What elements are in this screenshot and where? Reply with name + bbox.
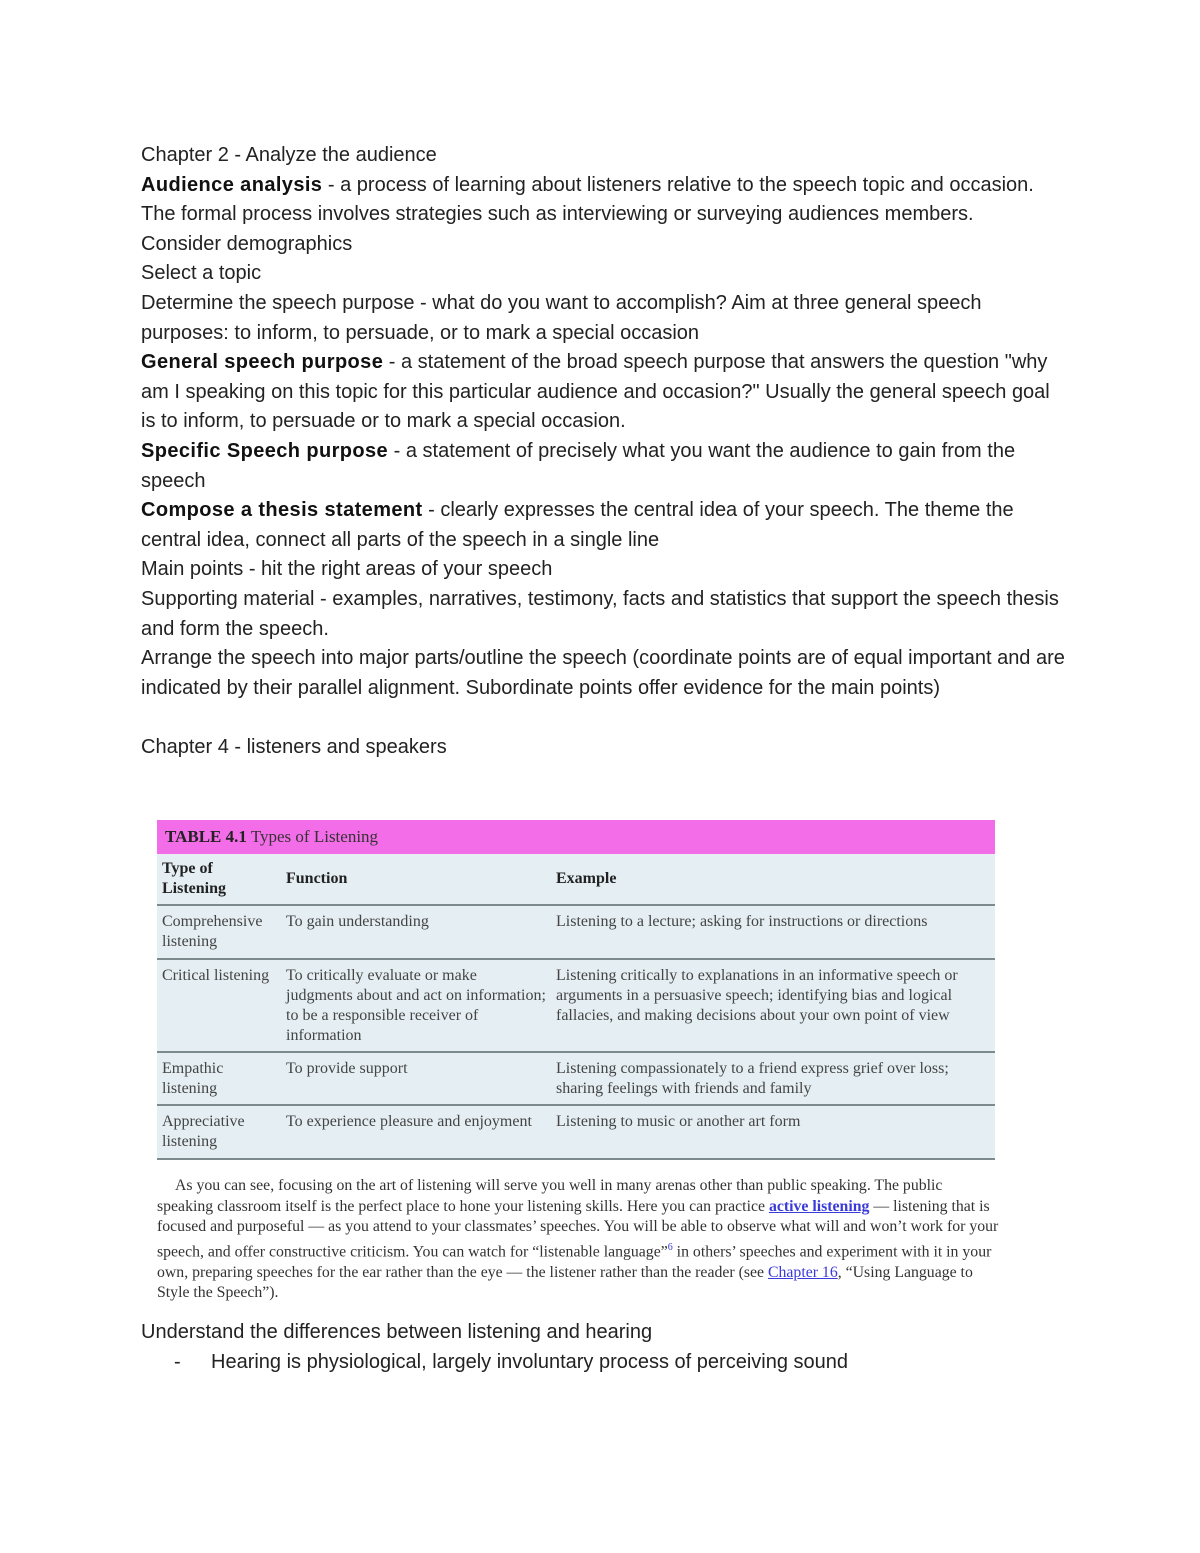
audience-analysis-definition: - a process of learning about listeners relative to the speech topic and occasion. The formal process involves strategies such as interviewing or surveying audiences members. [141,173,1034,226]
list-item [141,1348,1066,1378]
table-row [157,959,995,1052]
chapter-16-link[interactable]: Chapter 16 [767,1263,838,1281]
cell-function: To critically evaluate or make judgments about and act on information; to be a responsible receiver of information [281,959,551,1052]
general-purpose-definition: - a statement of the broad speech purpose that answers the question "why am I speaking on this topic for this particular audience and occasion?" Usually the general speech goal is to inform, to persuade or to mark a special occasion. [141,351,1050,433]
table-row [157,1052,995,1105]
cell-type: Empathic listening [157,1052,281,1105]
excerpt-paragraph [157,1176,999,1304]
cell-function: To provide support [281,1052,551,1105]
specific-purpose-entry [141,437,1066,496]
cell-example: Listening compassionately to a friend express grief over loss; sharing feelings with friends and family [551,1052,995,1105]
chapter-2-notes [141,141,1066,762]
table-header-row [157,854,995,905]
excerpt-text: , “Using Language to Style the Speech”). [157,1263,973,1302]
blank-line [141,703,1066,733]
excerpt-text: — listening that is focused and purposeful — as you attend to your classmates’ speeches. You will be able to observe what will and won’t work for your speech, and offer constructive criticism. You can watch for “listenable language” [157,1197,999,1261]
cell-type: Appreciative listening [157,1105,281,1159]
cell-example: Listening critically to explanations in an informative speech or arguments in a persuasive speech; identifying bias and logical fallacies, and making decisions about your own point of view [551,959,995,1052]
excerpt-text: As you can see, focusing on the art of listening will serve you well in many arenas other than public speaking. The public speaking classroom itself is the perfect place to hone your listening skills. Here you can practice [157,1177,943,1215]
active-listening-link[interactable]: active listening [768,1197,870,1215]
general-purpose-term: General speech purpose [141,351,384,374]
specific-purpose-term: Specific Speech purpose [141,439,389,462]
excerpt-text: in others’ speeches and experiment with it in your own, preparing speeches for the ear rather than the eye — the listener rather than the reader (see [157,1243,992,1281]
cell-example: Listening to music or another art form [551,1105,995,1159]
specific-purpose-definition: - a statement of precisely what you want the audience to gain from the speech [141,439,1016,492]
cell-type: Critical listening [157,959,281,1052]
thesis-entry [141,496,1066,555]
main-points-line: Main points - hit the right areas of your speech [141,558,553,581]
header-type: Type of Listening [157,854,281,905]
table-row [157,905,995,959]
supporting-material-line: Supporting material - examples, narratives, testimony, facts and statistics that support the speech thesis and form the speech. [141,587,1059,640]
cell-example: Listening to a lecture; asking for instructions or directions [551,905,995,959]
listening-vs-hearing-heading: Understand the differences between listening and hearing [141,1321,653,1343]
chapter-2-heading: Chapter 2 - Analyze the audience [141,144,437,166]
demographics-line: Consider demographics [141,232,353,255]
table-label: TABLE 4.1 [165,827,247,846]
closing-notes [141,1318,1066,1377]
table-row [157,1105,995,1159]
listening-types-table-image [157,820,995,1160]
footnote-link[interactable]: 6 [667,1241,673,1253]
speech-purpose-line: Determine the speech purpose - what do you want to accomplish? Aim at three general speech purposes: to inform, to persuade, or to mark a special occasion [141,291,982,344]
listening-types-table [157,854,995,1160]
textbook-excerpt [157,1176,999,1304]
select-topic-line: Select a topic [141,262,262,285]
bullet-marker: - [174,1350,181,1373]
table-caption: Types of Listening [246,827,379,846]
thesis-definition: - clearly expresses the central idea of your speech. The theme the central idea, connect all parts of the speech in a single line [141,499,1014,551]
hearing-definition: Hearing is physiological, largely involuntary process of perceiving sound [211,1350,849,1373]
cell-function: To gain understanding [281,905,551,959]
arrange-speech-line: Arrange the speech into major parts/outline the speech (coordinate points are of equal important and are indicated by their parallel alignment. Subordinate points offer evidence for the main points) [141,647,1065,699]
cell-type: Comprehensive listening [157,905,281,959]
header-example: Example [551,854,995,905]
thesis-term: Compose a thesis statement [141,499,423,522]
table-title [157,820,995,854]
chapter-4-heading: Chapter 4 - listeners and speakers [141,735,447,758]
audience-analysis-term: Audience analysis [141,173,323,196]
audience-analysis-entry [141,171,1066,230]
general-purpose-entry [141,348,1066,437]
header-function: Function [281,854,551,905]
cell-function: To experience pleasure and enjoyment [281,1105,551,1159]
